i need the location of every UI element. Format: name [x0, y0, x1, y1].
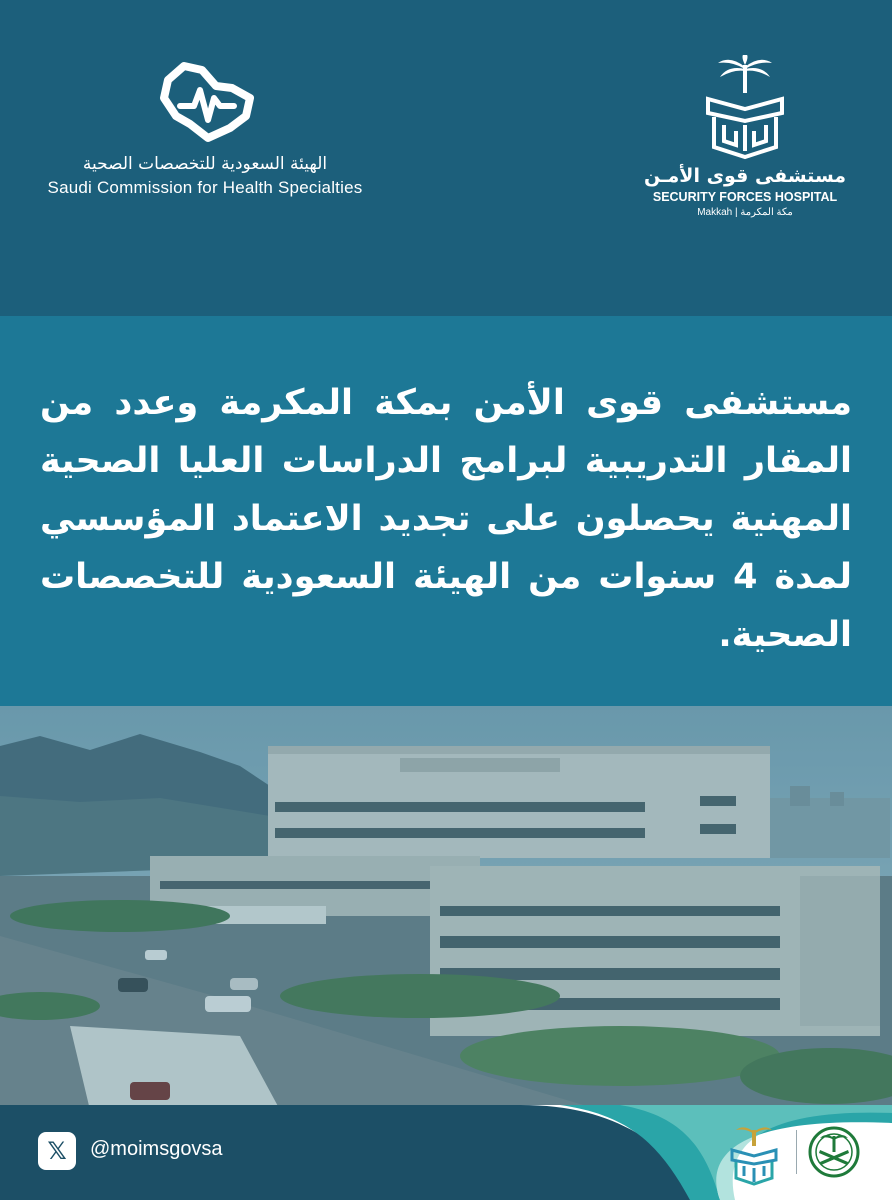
commission-name-ar: الهيئة السعودية للتخصصات الصحية [82, 154, 328, 174]
ministry-of-interior-emblem-icon [808, 1126, 860, 1178]
scfhs-logo [40, 58, 370, 208]
saudi-map-pulse-icon [150, 58, 260, 148]
footer-divider [796, 1130, 797, 1174]
hospital-name-en: SECURITY FORCES HOSPITAL [652, 190, 838, 204]
social-handle[interactable]: @moimsgovsa [90, 1138, 223, 1160]
hospital-small-emblem-icon [726, 1124, 782, 1186]
x-social-icon[interactable]: 𝕏 [38, 1132, 76, 1170]
headline-band [0, 316, 892, 706]
headline-text: مستشفى قوى الأمن بمكة المكرمة وعدد من المقار التدريبية لبرامج الدراسات العليا الصحية المهنية يحصلون على تجديد الاعتماد المؤسسي لمدة 4 سنوات من الهيئة السعودية للتخصصات الصحية. [40, 383, 853, 655]
hospital-building-photo [0, 706, 892, 1110]
hospital-city: Makkah | مكة المكرمة [697, 207, 793, 218]
commission-name-en: Saudi Commission for Health Specialties [47, 178, 363, 197]
security-forces-hospital-logo [640, 55, 850, 235]
hospital-name-ar: مستشفى قوى الأمـن [643, 165, 847, 187]
header-band [0, 0, 892, 316]
palm-emblem-icon [700, 55, 790, 160]
